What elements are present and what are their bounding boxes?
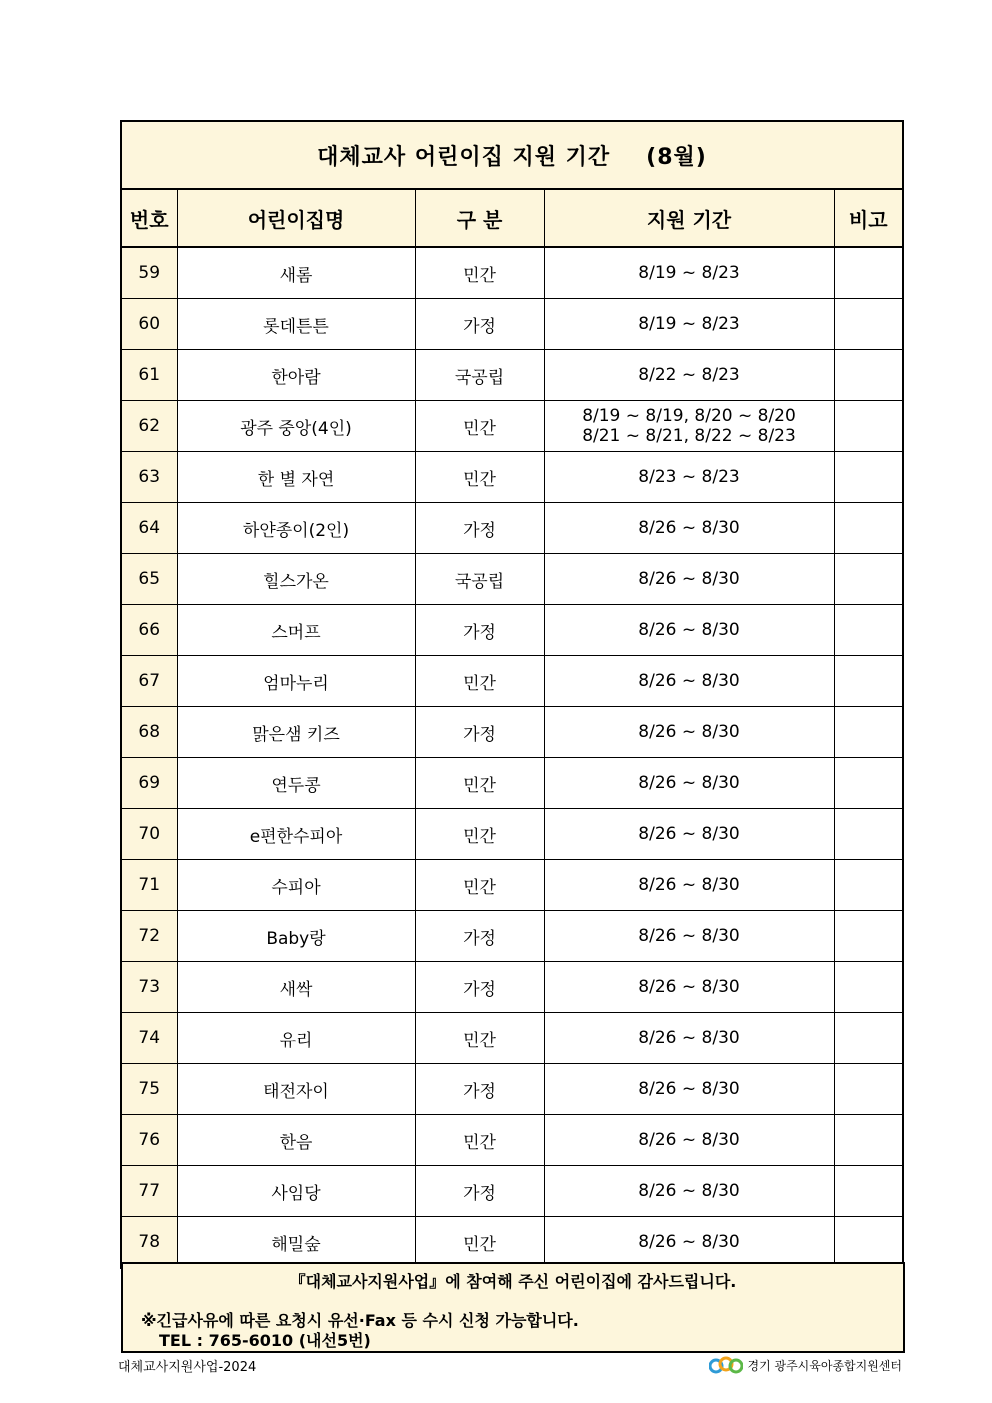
row-daycare-name: 한음 xyxy=(177,1115,415,1166)
row-daycare-name: 유리 xyxy=(177,1013,415,1064)
table-row xyxy=(122,1115,902,1166)
row-period xyxy=(544,1013,834,1064)
row-type: 민간 xyxy=(415,656,544,707)
row-type: 가정 xyxy=(415,299,544,350)
row-daycare-name: 해밀숲 xyxy=(177,1217,415,1268)
row-type: 가정 xyxy=(415,1064,544,1115)
row-period-line: 8/22 ~ 8/23 xyxy=(638,365,740,385)
table-row xyxy=(122,452,902,503)
row-period-line: 8/26 ~ 8/30 xyxy=(638,773,740,793)
row-daycare-name: 롯데튼튼 xyxy=(177,299,415,350)
row-period-line: 8/21 ~ 8/21, 8/22 ~ 8/23 xyxy=(582,426,796,446)
support-period-table xyxy=(122,190,902,1267)
row-note xyxy=(834,911,902,962)
row-note xyxy=(834,503,902,554)
row-number: 73 xyxy=(122,962,177,1013)
table-row xyxy=(122,1064,902,1115)
row-note xyxy=(834,656,902,707)
urgent-request-note: ※긴급사유에 따른 요청시 유선·Fax 등 수시 신청 가능합니다. xyxy=(141,1311,579,1330)
row-type: 민간 xyxy=(415,809,544,860)
row-type: 민간 xyxy=(415,452,544,503)
contact-phone: TEL : 765-6010 (내선5번) xyxy=(159,1331,371,1350)
title-month: (8월) xyxy=(646,144,707,170)
row-type: 국공립 xyxy=(415,350,544,401)
row-period xyxy=(544,860,834,911)
table-row xyxy=(122,911,902,962)
row-note xyxy=(834,299,902,350)
row-period-line: 8/26 ~ 8/30 xyxy=(638,977,740,997)
table-row xyxy=(122,1013,902,1064)
row-daycare-name: Baby랑 xyxy=(177,911,415,962)
row-number: 66 xyxy=(122,605,177,656)
row-note xyxy=(834,707,902,758)
row-number: 60 xyxy=(122,299,177,350)
table-row xyxy=(122,401,902,452)
row-period-line: 8/19 ~ 8/23 xyxy=(638,263,740,283)
row-period xyxy=(544,1217,834,1268)
table-row xyxy=(122,503,902,554)
row-daycare-name: 사임당 xyxy=(177,1166,415,1217)
row-number: 77 xyxy=(122,1166,177,1217)
row-type: 민간 xyxy=(415,401,544,452)
table-row xyxy=(122,656,902,707)
row-type: 민간 xyxy=(415,758,544,809)
row-period xyxy=(544,1064,834,1115)
row-period xyxy=(544,452,834,503)
table-body xyxy=(122,247,902,1267)
row-number: 74 xyxy=(122,1013,177,1064)
row-type: 가정 xyxy=(415,1166,544,1217)
thanks-message: 『대체교사지원사업』에 참여해 주신 어린이집에 감사드립니다. xyxy=(289,1272,737,1291)
row-note xyxy=(834,401,902,452)
footer-center xyxy=(709,1355,902,1375)
row-type: 민간 xyxy=(415,1115,544,1166)
row-note xyxy=(834,350,902,401)
row-daycare-name: 스머프 xyxy=(177,605,415,656)
row-type: 가정 xyxy=(415,503,544,554)
table-row xyxy=(122,707,902,758)
table-title xyxy=(122,122,902,190)
row-daycare-name: 수피아 xyxy=(177,860,415,911)
center-logo-icon xyxy=(709,1355,743,1375)
row-daycare-name: 광주 중앙(4인) xyxy=(177,401,415,452)
row-number: 76 xyxy=(122,1115,177,1166)
row-period xyxy=(544,1166,834,1217)
header-daycare-name: 어린이집명 xyxy=(177,190,415,247)
row-number: 67 xyxy=(122,656,177,707)
row-type: 가정 xyxy=(415,707,544,758)
row-note xyxy=(834,554,902,605)
table-row xyxy=(122,860,902,911)
row-type: 가정 xyxy=(415,605,544,656)
row-number: 78 xyxy=(122,1217,177,1268)
table-row xyxy=(122,809,902,860)
row-daycare-name: 맑은샘 키즈 xyxy=(177,707,415,758)
support-period-table-container xyxy=(120,120,904,1269)
row-period xyxy=(544,707,834,758)
row-note xyxy=(834,247,902,299)
row-number: 72 xyxy=(122,911,177,962)
row-daycare-name: 한 별 자연 xyxy=(177,452,415,503)
row-period-line: 8/26 ~ 8/30 xyxy=(638,1232,740,1252)
row-number: 64 xyxy=(122,503,177,554)
footer-center-name: 경기 광주시육아종합지원센터 xyxy=(747,1358,902,1373)
row-daycare-name: 한아람 xyxy=(177,350,415,401)
notice-box xyxy=(121,1262,905,1353)
row-daycare-name: e편한수피아 xyxy=(177,809,415,860)
row-period xyxy=(544,554,834,605)
row-period xyxy=(544,1115,834,1166)
row-note xyxy=(834,1064,902,1115)
header-row xyxy=(122,190,902,247)
header-number: 번호 xyxy=(122,190,177,247)
row-period xyxy=(544,911,834,962)
row-period xyxy=(544,605,834,656)
table-row xyxy=(122,1166,902,1217)
row-number: 75 xyxy=(122,1064,177,1115)
row-period-line: 8/26 ~ 8/30 xyxy=(638,722,740,742)
row-period-line: 8/26 ~ 8/30 xyxy=(638,1079,740,1099)
row-note xyxy=(834,1115,902,1166)
row-period-line: 8/26 ~ 8/30 xyxy=(638,926,740,946)
row-period-line: 8/26 ~ 8/30 xyxy=(638,518,740,538)
row-number: 69 xyxy=(122,758,177,809)
row-daycare-name: 태전자이 xyxy=(177,1064,415,1115)
row-note xyxy=(834,605,902,656)
table-row xyxy=(122,554,902,605)
row-period-line: 8/26 ~ 8/30 xyxy=(638,875,740,895)
row-period-line: 8/26 ~ 8/30 xyxy=(638,824,740,844)
table-row xyxy=(122,1217,902,1268)
row-type: 민간 xyxy=(415,1013,544,1064)
row-note xyxy=(834,452,902,503)
row-type: 가정 xyxy=(415,911,544,962)
row-period-line: 8/26 ~ 8/30 xyxy=(638,1028,740,1048)
row-note xyxy=(834,809,902,860)
table-row xyxy=(122,350,902,401)
table-row xyxy=(122,962,902,1013)
row-note xyxy=(834,1217,902,1268)
row-period xyxy=(544,962,834,1013)
row-period xyxy=(544,350,834,401)
row-period-line: 8/26 ~ 8/30 xyxy=(638,671,740,691)
footer-program-label: 대체교사지원사업-2024 xyxy=(118,1360,257,1375)
row-number: 65 xyxy=(122,554,177,605)
row-daycare-name: 엄마누리 xyxy=(177,656,415,707)
row-number: 63 xyxy=(122,452,177,503)
row-period xyxy=(544,247,834,299)
row-note xyxy=(834,1166,902,1217)
row-type: 국공립 xyxy=(415,554,544,605)
row-number: 70 xyxy=(122,809,177,860)
row-number: 62 xyxy=(122,401,177,452)
row-daycare-name: 연두콩 xyxy=(177,758,415,809)
row-note xyxy=(834,860,902,911)
row-type: 민간 xyxy=(415,860,544,911)
row-period xyxy=(544,656,834,707)
row-number: 68 xyxy=(122,707,177,758)
row-number: 59 xyxy=(122,247,177,299)
row-period xyxy=(544,809,834,860)
row-period-line: 8/26 ~ 8/30 xyxy=(638,569,740,589)
row-period xyxy=(544,758,834,809)
table-row xyxy=(122,247,902,299)
row-note xyxy=(834,962,902,1013)
row-period-line: 8/23 ~ 8/23 xyxy=(638,467,740,487)
row-period-line: 8/26 ~ 8/30 xyxy=(638,1130,740,1150)
row-type: 민간 xyxy=(415,247,544,299)
header-note: 비고 xyxy=(834,190,902,247)
row-daycare-name: 새롬 xyxy=(177,247,415,299)
row-number: 71 xyxy=(122,860,177,911)
row-type: 민간 xyxy=(415,1217,544,1268)
table-row xyxy=(122,605,902,656)
row-daycare-name: 하얀종이(2인) xyxy=(177,503,415,554)
row-number: 61 xyxy=(122,350,177,401)
row-note xyxy=(834,1013,902,1064)
row-daycare-name: 새싹 xyxy=(177,962,415,1013)
table-row xyxy=(122,299,902,350)
row-daycare-name: 힐스가온 xyxy=(177,554,415,605)
header-period: 지원 기간 xyxy=(544,190,834,247)
row-period-line: 8/26 ~ 8/30 xyxy=(638,620,740,640)
row-period-line: 8/19 ~ 8/23 xyxy=(638,314,740,334)
row-type: 가정 xyxy=(415,962,544,1013)
row-period xyxy=(544,299,834,350)
row-period xyxy=(544,503,834,554)
header-type: 구 분 xyxy=(415,190,544,247)
row-period-line: 8/26 ~ 8/30 xyxy=(638,1181,740,1201)
row-period xyxy=(544,401,834,452)
row-period-line: 8/19 ~ 8/19, 8/20 ~ 8/20 xyxy=(582,406,796,426)
title-text: 대체교사 어린이집 지원 기간 xyxy=(317,144,611,170)
row-note xyxy=(834,758,902,809)
table-row xyxy=(122,758,902,809)
